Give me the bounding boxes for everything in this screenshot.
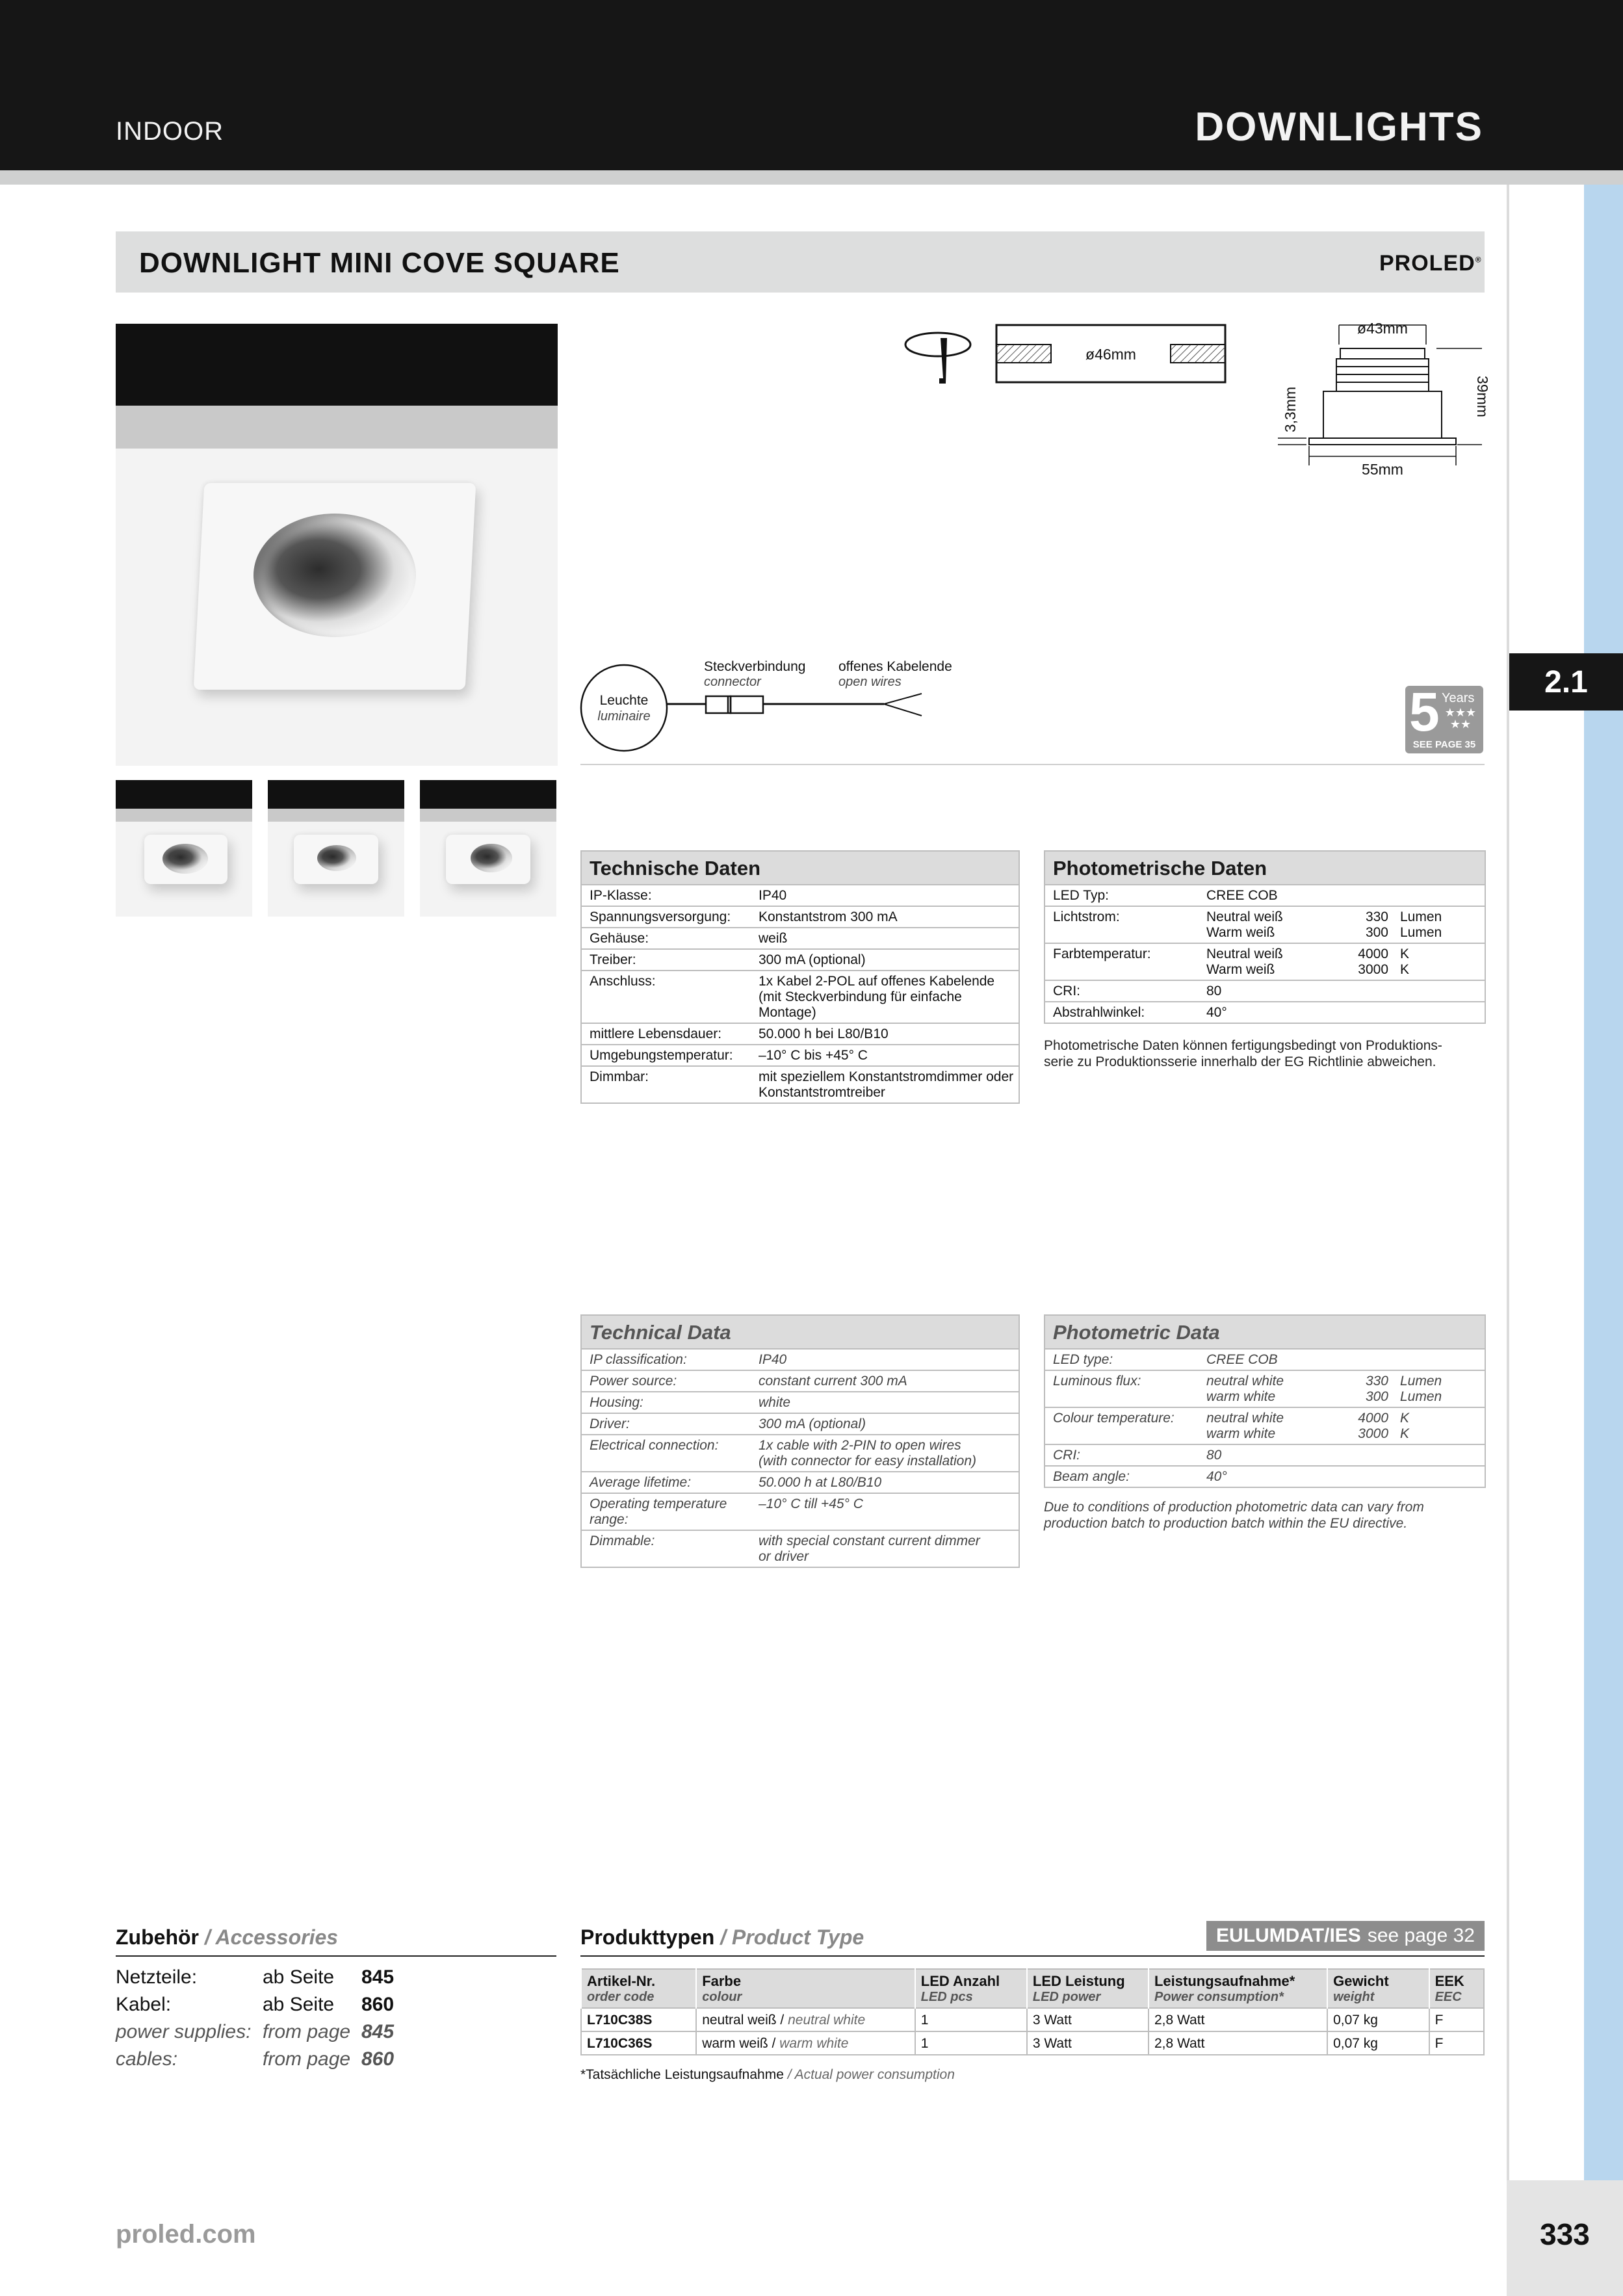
- section-title: DOWNLIGHTS: [1195, 105, 1483, 150]
- product-photo: [116, 324, 558, 766]
- spec-key: Dimmable:: [590, 1533, 655, 1548]
- spec-row: [582, 1413, 1019, 1434]
- spec-key: Dimmbar:: [590, 1069, 649, 1084]
- photometric-key: CRI:: [1053, 984, 1080, 998]
- accessory-from: from page: [263, 2048, 351, 2070]
- photometric-en-title: Photometric Data: [1045, 1316, 1485, 1348]
- photometric-key: LED type:: [1053, 1352, 1113, 1367]
- cutout-diameter: ø46mm: [1085, 346, 1136, 363]
- accessory-label: Kabel:: [116, 1994, 172, 2015]
- photometric-row: [1045, 906, 1485, 943]
- photometric-unit: [1388, 1350, 1485, 1370]
- photometric-key: Luminous flux:: [1053, 1374, 1141, 1389]
- product-type-heading: Produkttypen / Product Type: [580, 1925, 864, 1949]
- photometric-unit: [1388, 1445, 1485, 1465]
- cell-weight: 0,07 kg: [1327, 2008, 1429, 2031]
- photometric-en-table: [1044, 1314, 1486, 1488]
- accessories-heading: Zubehör / Accessories: [116, 1925, 339, 1949]
- spec-key: Housing:: [590, 1395, 643, 1410]
- accessory-label: cables:: [116, 2048, 178, 2070]
- photometric-row: [1045, 1370, 1485, 1407]
- eulumdat-link[interactable]: EULUMDAT/IES see page 32: [1206, 1921, 1485, 1951]
- photometric-key: CRI:: [1053, 1448, 1080, 1463]
- accessory-page-link[interactable]: 845: [361, 2021, 395, 2042]
- accessory-label: power supplies:: [116, 2021, 252, 2042]
- photometric-value: Neutral weiß Warm weiß: [1206, 946, 1283, 977]
- photometric-en-note: Due to conditions of production photometric data can vary from production batch to production batch within the EU directive.: [1044, 1500, 1424, 1531]
- photometric-unit: Lumen Lumen: [1400, 1374, 1442, 1404]
- page-number: 333: [1540, 2217, 1590, 2251]
- accessories-rule: [116, 1955, 556, 1957]
- spec-value: mit speziellem Konstantstromdimmer oder Konstantstromtreiber: [759, 1069, 1014, 1100]
- spec-row: [582, 1493, 1019, 1530]
- thumbnail-1[interactable]: [116, 780, 252, 917]
- order-code: L710C36S: [581, 2031, 696, 2055]
- accessory-page-link[interactable]: 845: [361, 1966, 395, 1988]
- cell-eec: F: [1429, 2008, 1484, 2031]
- top-diameter: ø43mm: [1357, 320, 1408, 337]
- spec-row: [582, 1044, 1019, 1065]
- photometric-amount: 330 300: [1365, 1374, 1388, 1404]
- open-wires-label-en: open wires: [838, 675, 902, 689]
- photometric-unit: K K: [1400, 946, 1410, 977]
- warranty-years: 5: [1409, 681, 1440, 742]
- photometric-value: neutral white warm white: [1206, 1411, 1284, 1441]
- cell-consumption: 2,8 Watt: [1149, 2008, 1327, 2031]
- spec-key: Umgebungstemperatur:: [590, 1048, 733, 1063]
- spec-row: [582, 906, 1019, 927]
- spec-row: [582, 884, 1019, 906]
- spec-value: –10° C bis +45° C: [759, 1048, 868, 1063]
- tech-data-de-title: Technische Daten: [582, 852, 1019, 884]
- photometric-row: [1045, 1001, 1485, 1023]
- photometric-value: 80: [1206, 1448, 1222, 1463]
- spec-value: with special constant current dimmer or driver: [759, 1533, 980, 1564]
- spec-row: [582, 1065, 1019, 1102]
- photometric-amount: 4000 3000: [1358, 946, 1388, 977]
- column-header: Gewicht weight: [1327, 1969, 1429, 2008]
- luminaire-label: Leuchte: [599, 693, 649, 708]
- spec-key: Gehäuse:: [590, 931, 649, 946]
- spec-row: [582, 948, 1019, 970]
- spec-value: 300 mA (optional): [759, 952, 866, 967]
- warranty-label: Years: [1442, 691, 1475, 705]
- photometric-unit: [1388, 981, 1485, 1001]
- spec-value: IP40: [759, 1352, 787, 1367]
- accessory-from: from page: [263, 2021, 351, 2042]
- photometric-key: Colour temperature:: [1053, 1411, 1175, 1426]
- spec-key: IP-Klasse:: [590, 888, 652, 903]
- photometric-amount: [1349, 885, 1388, 906]
- brand-logo: PROLED®: [1379, 251, 1482, 276]
- category-label: INDOOR: [116, 117, 224, 146]
- warranty-see-page: SEE PAGE 35: [1412, 739, 1476, 750]
- connector-label-en: connector: [704, 675, 761, 689]
- column-header: LED Anzahl LED pcs: [915, 1969, 1027, 2008]
- cell-pcs: 1: [915, 2031, 1027, 2055]
- section-divider: [580, 764, 1485, 765]
- warranty-badge[interactable]: [1405, 681, 1483, 753]
- height-dimension: 39mm: [1474, 376, 1491, 417]
- cell-power: 3 Watt: [1027, 2008, 1149, 2031]
- spec-row: [582, 927, 1019, 948]
- photometric-row: [1045, 980, 1485, 1001]
- spec-value: IP40: [759, 888, 787, 903]
- column-header: EEK EEC: [1429, 1969, 1484, 2008]
- photometric-row: [1045, 1348, 1485, 1370]
- product-row[interactable]: [581, 2008, 1484, 2031]
- photometric-key: Farbtemperatur:: [1053, 946, 1151, 961]
- spec-row: [582, 1348, 1019, 1370]
- spec-value: weiß: [759, 931, 788, 946]
- column-header: Farbe colour: [696, 1969, 915, 2008]
- accessory-page-link[interactable]: 860: [361, 2048, 395, 2070]
- photometric-key: LED Typ:: [1053, 888, 1109, 903]
- cutout-drawing: [900, 319, 1232, 393]
- cell-power: 3 Watt: [1027, 2031, 1149, 2055]
- photometric-unit: [1388, 885, 1485, 906]
- spec-key: Electrical connection:: [590, 1438, 719, 1453]
- photometric-value: Neutral weiß Warm weiß: [1206, 909, 1283, 940]
- spec-row: [582, 1370, 1019, 1391]
- section-tab[interactable]: 2.1: [1509, 653, 1623, 711]
- photometric-value: 40°: [1206, 1005, 1227, 1020]
- accessory-label: Netzteile:: [116, 1966, 198, 1988]
- luminaire-label-en: luminaire: [597, 709, 651, 724]
- spec-value: 50.000 h bei L80/B10: [759, 1026, 889, 1041]
- photometric-amount: [1349, 1350, 1388, 1370]
- spec-key: Power source:: [590, 1374, 677, 1389]
- spec-key: Anschluss:: [590, 974, 656, 989]
- photometric-value: 40°: [1206, 1469, 1227, 1484]
- spec-key: Treiber:: [590, 952, 636, 967]
- connector-label: Steckverbindung: [704, 659, 806, 674]
- tech-data-de-table: [580, 850, 1020, 1104]
- colour: warm weiß / warm white: [696, 2031, 915, 2055]
- colour: neutral weiß / neutral white: [696, 2008, 915, 2031]
- website-link[interactable]: proled.com: [116, 2220, 256, 2249]
- spec-key: IP classification:: [590, 1352, 687, 1367]
- photometric-unit: Lumen Lumen: [1400, 909, 1442, 940]
- spec-key: Average lifetime:: [590, 1475, 692, 1490]
- accessory-page-link[interactable]: 860: [361, 1994, 395, 2015]
- photometric-amount: [1349, 981, 1388, 1001]
- spec-value: Konstantstrom 300 mA: [759, 909, 898, 924]
- spec-row: [582, 1391, 1019, 1413]
- product-type-table: [580, 1968, 1485, 2055]
- rail-divider: [1507, 185, 1509, 2180]
- photometric-amount: 4000 3000: [1358, 1411, 1388, 1441]
- spec-value: –10° C till +45° C: [759, 1496, 863, 1511]
- spec-value: 300 mA (optional): [759, 1416, 866, 1431]
- photometric-de-note: Photometrische Daten können fertigungsbedingt von Produktions- serie zu Produktionsserie innerhalb der EG Richtlinie abweichen.: [1044, 1038, 1442, 1069]
- spec-row: [582, 1530, 1019, 1567]
- photometric-value: CREE COB: [1206, 1352, 1278, 1367]
- section-color-rail: [1584, 185, 1623, 2180]
- photometric-unit: K K: [1400, 1411, 1410, 1441]
- header-strip: [0, 170, 1623, 185]
- product-type-rule: [580, 1955, 1485, 1957]
- photometric-row: [1045, 1465, 1485, 1487]
- warranty-stars-icon: ★★★ ★★: [1444, 706, 1477, 731]
- column-header: LED Leistung LED power: [1027, 1969, 1149, 2008]
- cell-consumption: 2,8 Watt: [1149, 2031, 1327, 2055]
- spec-row: [582, 1471, 1019, 1493]
- photometric-row: [1045, 943, 1485, 980]
- thumbnail-2[interactable]: [268, 780, 404, 917]
- photometric-amount: [1349, 1467, 1388, 1487]
- column-header: Artikel-Nr. order code: [581, 1969, 696, 2008]
- accessory-from: ab Seite: [263, 1994, 335, 2015]
- spec-key: Operating temperature range:: [590, 1496, 727, 1527]
- spec-row: [582, 1434, 1019, 1471]
- order-code: L710C38S: [581, 2008, 696, 2031]
- dimension-drawing: [1274, 319, 1491, 484]
- photometric-row: [1045, 1407, 1485, 1444]
- power-footnote: *Tatsächliche Leistungsaufnahme / Actual power consumption: [580, 2067, 955, 2082]
- photometric-amount: [1349, 1002, 1388, 1023]
- photometric-amount: 330 300: [1365, 909, 1388, 940]
- photometric-value: CREE COB: [1206, 888, 1278, 903]
- photometric-de-table: [1044, 850, 1486, 1024]
- thumbnail-3[interactable]: [420, 780, 556, 917]
- photometric-unit: [1388, 1002, 1485, 1023]
- photometric-row: [1045, 1444, 1485, 1465]
- spec-key: mittlere Lebensdauer:: [590, 1026, 722, 1041]
- tech-data-en-table: [580, 1314, 1020, 1568]
- spec-key: Spannungsversorgung:: [590, 909, 731, 924]
- spec-value: white: [759, 1395, 791, 1410]
- flange-dimension: 3,3mm: [1282, 386, 1299, 433]
- cell-weight: 0,07 kg: [1327, 2031, 1429, 2055]
- photometric-value: neutral white warm white: [1206, 1374, 1284, 1404]
- product-row[interactable]: [581, 2031, 1484, 2055]
- photometric-key: Beam angle:: [1053, 1469, 1130, 1484]
- spec-value: constant current 300 mA: [759, 1374, 907, 1389]
- spec-value: 1x Kabel 2-POL auf offenes Kabelende (mit Steckverbindung für einfache Montage): [759, 974, 995, 1020]
- product-title: DOWNLIGHT MINI COVE SQUARE: [139, 247, 620, 279]
- spec-value: 50.000 h at L80/B10: [759, 1475, 882, 1490]
- photometric-value: 80: [1206, 984, 1222, 998]
- spec-key: Driver:: [590, 1416, 630, 1431]
- width-dimension: 55mm: [1362, 461, 1403, 478]
- photometric-key: Lichtstrom:: [1053, 909, 1120, 924]
- spec-row: [582, 1023, 1019, 1044]
- photometric-row: [1045, 884, 1485, 906]
- cell-eec: F: [1429, 2031, 1484, 2055]
- wiring-diagram: [578, 653, 952, 754]
- tech-data-en-title: Technical Data: [582, 1316, 1019, 1348]
- spec-value: 1x cable with 2-PIN to open wires (with connector for easy installation): [759, 1438, 976, 1468]
- open-wires-label: offenes Kabelende: [838, 659, 952, 674]
- photometric-unit: [1388, 1467, 1485, 1487]
- photometric-de-title: Photometrische Daten: [1045, 852, 1485, 884]
- cell-pcs: 1: [915, 2008, 1027, 2031]
- photometric-amount: [1349, 1445, 1388, 1465]
- column-header: Leistungsaufnahme* Power consumption*: [1149, 1969, 1327, 2008]
- spec-row: [582, 970, 1019, 1023]
- photometric-key: Abstrahlwinkel:: [1053, 1005, 1145, 1020]
- accessory-from: ab Seite: [263, 1966, 335, 1988]
